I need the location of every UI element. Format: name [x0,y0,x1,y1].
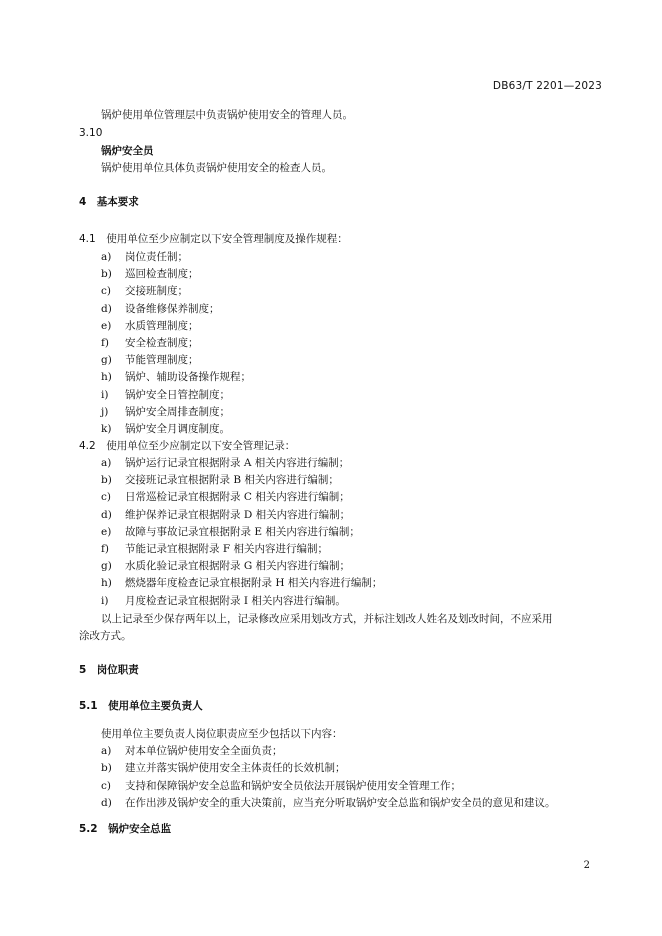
list-item [101,422,230,436]
clause-number-4-2: 4.2 [79,440,96,452]
list-item-label: i) [101,594,109,607]
list-item-label: f) [101,337,109,349]
list-item [101,267,199,281]
list-item [101,405,230,419]
list-item [101,744,283,758]
list-item-text: 交接班制度； [125,285,188,298]
list-item-label: c) [101,491,111,504]
subsection-5-1-title: 5.1 使用单位主要负责人 [79,700,203,712]
records-note-line-1: 以上记录至少保存两年以上，记录修改应采用划改方式，并标注划改人姓名及划改时间，不应采用 [101,613,553,625]
list-item-text: 燃烧器年度检查记录宜根据附录 H 相关内容进行编制； [125,577,383,590]
list-item-label: g) [101,354,112,367]
list-item-text: 巡回检查制度； [125,268,199,281]
clause-4-2 [79,439,295,453]
list-item-text: 故障与事故记录宜根据附录 E 相关内容进行编制； [125,525,360,538]
list-item [101,473,339,487]
list-item-text: 锅炉安全月调度制度。 [125,423,230,435]
list-item-label: d) [101,508,112,521]
list-item [101,779,461,793]
list-item [101,761,346,775]
list-item [101,542,328,556]
list-item-label: d) [101,302,112,315]
section-title-5: 5 岗位职责 [79,664,139,676]
term-boiler-safety-officer: 锅炉安全员 [101,145,154,157]
list-item [101,490,350,504]
list-item-text: 建立并落实锅炉使用安全主体责任的长效机制； [125,762,346,775]
document-code-header: DB63/T 2201—2023 [492,80,602,92]
list-item [101,525,360,539]
list-item-label: a) [101,457,112,469]
list-item-label: a) [101,251,112,263]
list-item [101,370,251,384]
definition-3-10: 锅炉使用单位具体负责锅炉使用安全的检查人员。 [101,162,332,174]
list-item [101,456,349,470]
list-item-text: 交接班记录宜根据附录 B 相关内容进行编制； [125,474,339,487]
list-item [101,353,199,367]
page-number: 2 [583,860,590,871]
list-item-text: 水质管理制度； [125,319,199,332]
subsection-5-1-intro: 使用单位主要负责人岗位职责应至少包括以下内容： [101,728,343,740]
list-item-text: 锅炉、辅助设备操作规程； [125,371,251,384]
list-item-label: k) [101,423,112,435]
list-item-label: b) [101,762,112,775]
list-item-text: 对本单位锅炉使用安全全面负责； [125,745,283,757]
list-item-label: h) [101,577,112,590]
list-item-text: 设备维修保养制度； [125,302,220,315]
list-item-label: h) [101,371,112,384]
clause-4-2-text: 使用单位至少应制定以下安全管理记录： [106,440,296,452]
list-item-label: f) [101,543,109,555]
list-item [101,302,220,316]
list-item-text: 支持和保障锅炉安全总监和锅炉安全员依法开展锅炉使用安全管理工作； [125,779,461,792]
list-item [101,594,346,608]
list-item-label: b) [101,474,112,487]
list-item-text: 安全检查制度； [125,337,199,349]
list-item-text: 节能管理制度； [125,354,199,367]
list-item-text: 在作出涉及锅炉安全的重大决策前，应当充分听取锅炉安全总监和锅炉安全员的意见和建议。 [125,796,556,809]
list-item-label: e) [101,525,112,538]
list-item-text: 月度检查记录宜根据附录 I 相关内容进行编制。 [125,594,346,607]
list-item [101,508,350,522]
definition-continuation: 锅炉使用单位管理层中负责锅炉使用安全的管理人员。 [101,109,353,121]
list-item-label: c) [101,285,111,298]
subsection-5-2-title: 5.2 锅炉安全总监 [79,823,172,835]
list-item-label: d) [101,796,112,809]
list-item-label: g) [101,560,112,573]
list-item-text: 锅炉安全日管控制度； [125,388,230,401]
list-item-text: 锅炉安全周排查制度； [125,405,230,418]
list-item-text: 节能记录宜根据附录 F 相关内容进行编制； [125,543,328,555]
list-item-label: i) [101,388,109,401]
list-item [101,336,199,350]
list-item-text: 维护保养记录宜根据附录 D 相关内容进行编制； [125,508,351,521]
list-item [101,388,230,402]
list-item-text: 锅炉运行记录宜根据附录 A 相关内容进行编制； [125,457,350,469]
list-item-label: c) [101,779,111,792]
list-item-label: e) [101,319,112,332]
list-item-label: a) [101,745,112,757]
clause-number-4-1: 4.1 [79,233,96,245]
list-item-text: 岗位责任制； [125,251,188,263]
list-item-label: b) [101,268,112,281]
records-note-line-2: 涂改方式。 [79,630,132,642]
clause-number-3-10: 3.10 [79,127,103,139]
list-item-label: j) [101,405,109,418]
list-item [101,796,556,810]
list-item [101,250,188,264]
clause-4-1-text: 使用单位至少应制定以下安全管理制度及操作规程： [106,233,348,245]
list-item [101,319,199,333]
list-item-text: 水质化验记录宜根据附录 G 相关内容进行编制； [125,560,351,573]
list-item [101,559,350,573]
list-item [101,284,188,298]
list-item-text: 日常巡检记录宜根据附录 C 相关内容进行编制； [125,491,350,504]
list-item [101,576,382,590]
clause-4-1 [79,232,348,246]
section-title-4: 4 基本要求 [79,196,139,208]
